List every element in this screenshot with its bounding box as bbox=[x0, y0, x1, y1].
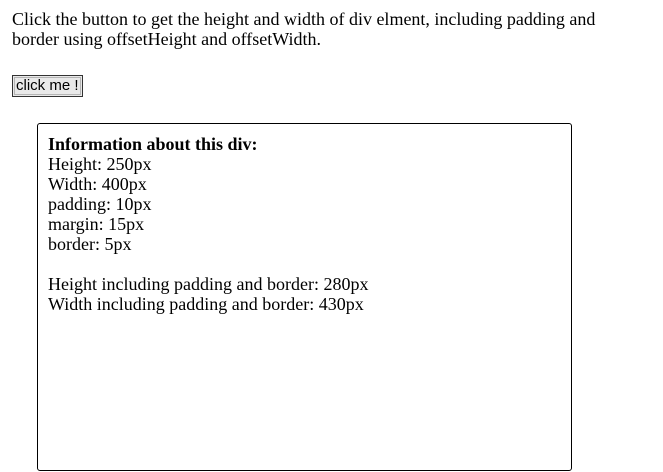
info-div bbox=[37, 123, 572, 471]
info-title: Information about this div: bbox=[48, 134, 258, 154]
info-margin: margin: 15px bbox=[48, 214, 145, 234]
info-padding: padding: 10px bbox=[48, 194, 152, 214]
info-offset-width: Width including padding and border: 430px bbox=[48, 294, 364, 314]
info-height: Height: 250px bbox=[48, 154, 152, 174]
info-spacer bbox=[48, 254, 561, 274]
instructions-text: Click the button to get the height and width of div elment, including padding and border using offsetHeight and offsetWidth. bbox=[12, 9, 596, 49]
click-me-button[interactable]: click me ! bbox=[12, 75, 83, 97]
info-offset-height: Height including padding and border: 280px bbox=[48, 274, 369, 294]
info-width: Width: 400px bbox=[48, 174, 147, 194]
info-border: border: 5px bbox=[48, 234, 132, 254]
